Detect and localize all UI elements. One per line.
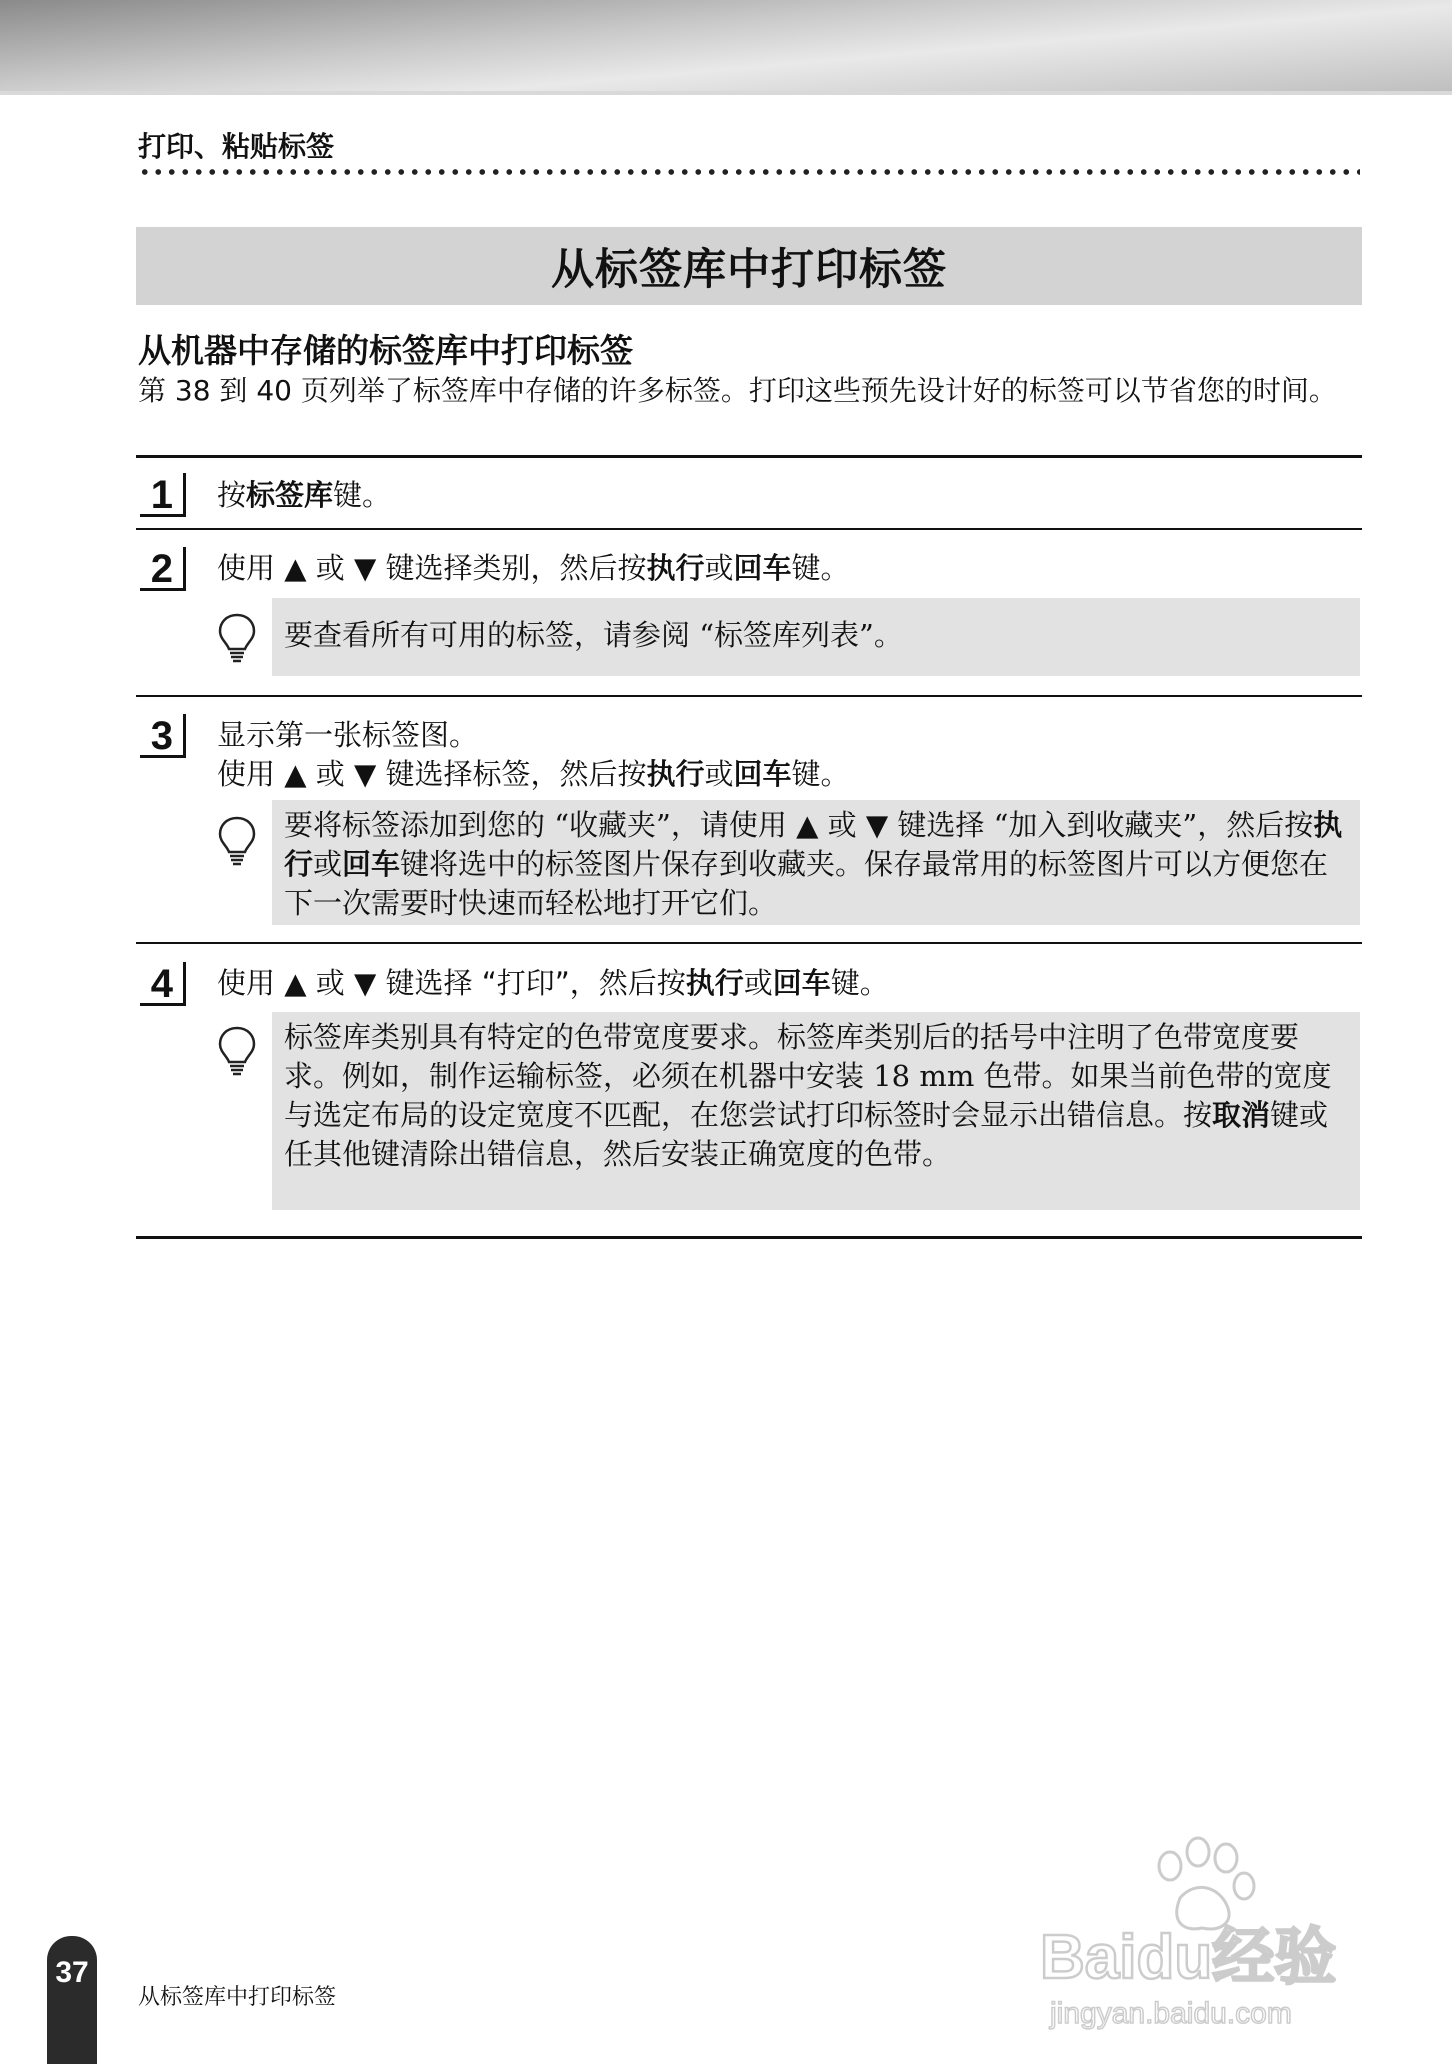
step-text: 使用 ▲ 或 ▼ 键选择类别，然后按执行或回车键。 <box>217 551 850 585</box>
dotted-divider <box>138 168 1360 176</box>
note-box <box>272 598 1360 676</box>
watermark-brand: Baidu经验 <box>1040 1923 1337 1992</box>
lightbulb-icon <box>216 1025 258 1077</box>
note-text: 要将标签添加到您的 “收藏夹”，请使用 ▲ 或 ▼ 键选择 “加入到收藏夹”，然后按执行或回车键将选中的标签图片保存到收藏夹。保存最常用的标签图片可以方便您在下一次需要时快速而轻松地打开它们。 <box>284 808 1343 920</box>
note-box <box>272 800 1360 925</box>
running-header: 打印、粘贴标签 <box>138 130 335 163</box>
step-text: 按标签库键。 <box>217 478 392 512</box>
step-number: 2 <box>140 547 186 591</box>
step-number: 1 <box>140 473 186 517</box>
step-divider <box>136 528 1362 530</box>
step-number: 4 <box>140 962 186 1006</box>
page-number: 37 <box>55 1956 89 1989</box>
note-text: 标签库类别具有特定的色带宽度要求。标签库类别后的括号中注明了色带宽度要求。例如，制作运输标签，必须在机器中安装 18 mm 色带。如果当前色带的宽度与选定布局的设定宽度不匹配，在您尝试打印标签时会显示出错信息。按取消键或任其他键清除出错信息，然后安装正确宽度的色带。 <box>284 1020 1332 1171</box>
step-text: 显示第一张标签图。 使用 ▲ 或 ▼ 键选择标签，然后按执行或回车键。 <box>217 718 850 791</box>
step-number: 3 <box>140 714 186 758</box>
step-text: 使用 ▲ 或 ▼ 键选择 “打印”，然后按执行或回车键。 <box>217 966 889 1000</box>
page-title: 从标签库中打印标签 <box>551 244 947 295</box>
footer-title: 从标签库中打印标签 <box>138 1985 337 2010</box>
baidu-watermark <box>1030 1828 1370 2038</box>
lightbulb-icon <box>216 612 258 664</box>
header-band <box>0 0 1452 95</box>
steps-top-rule <box>136 455 1362 458</box>
intro-paragraph: 第 38 到 40 页列举了标签库中存储的许多标签。打印这些预先设计好的标签可以节省您的时间。 <box>138 374 1337 407</box>
page-number-tab <box>47 1936 97 2064</box>
watermark-url: jingyan.baidu.com <box>1050 1997 1292 2030</box>
step-divider <box>136 942 1362 944</box>
title-bar <box>136 227 1362 305</box>
section-heading: 从机器中存储的标签库中打印标签 <box>138 331 633 370</box>
steps-bottom-rule <box>136 1236 1362 1239</box>
note-text: 要查看所有可用的标签，请参阅 “标签库列表”。 <box>284 618 903 652</box>
note-box <box>272 1012 1360 1210</box>
lightbulb-icon <box>216 815 258 867</box>
step-divider <box>136 695 1362 697</box>
